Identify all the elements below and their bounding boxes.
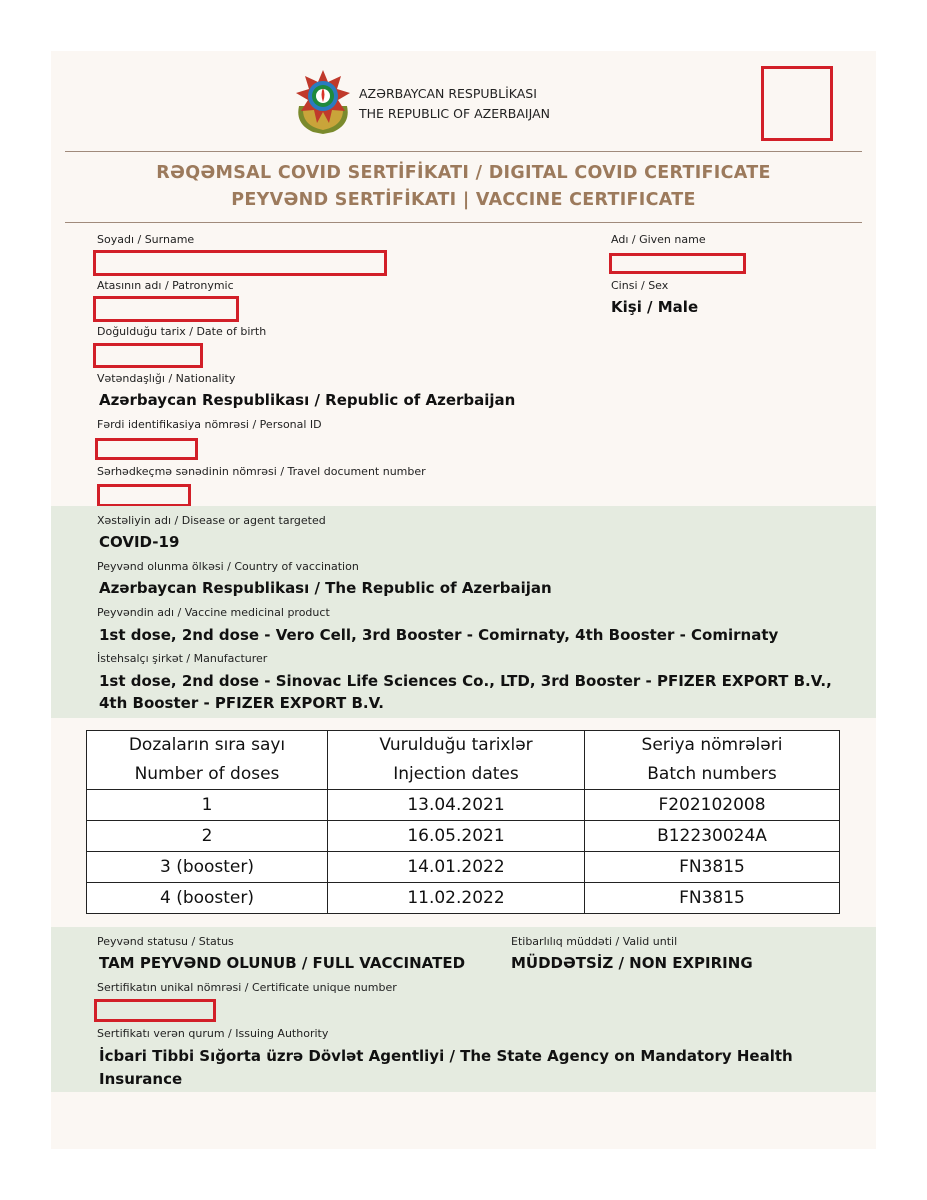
patronymic-label: Atasının adı / Patronymic: [97, 279, 234, 292]
title-line-2: PEYVƏND SERTİFİKATI | VACCINE CERTIFICATE: [231, 190, 696, 210]
country-name-en: THE REPUBLIC OF AZERBAIJAN: [359, 106, 550, 121]
country-name: [359, 84, 550, 124]
status-value: TAM PEYVƏND OLUNUB / FULL VACCINATED: [99, 954, 466, 972]
injection-date-cell: 11.02.2022: [328, 883, 585, 914]
patronymic-redaction: [93, 296, 239, 322]
dose-number-cell: 2: [87, 821, 328, 852]
certificate-title: [51, 160, 876, 214]
nationality-value: Azərbaycan Respublikası / Republic of Azerbaijan: [99, 391, 516, 409]
title-top-rule: [65, 151, 862, 152]
vaccine-product-value: 1st dose, 2nd dose - Vero Cell, 3rd Booster - Comirnaty, 4th Booster - Comirnaty: [99, 626, 779, 644]
status-label: Peyvənd statusu / Status: [97, 935, 234, 948]
dose-number-cell: 4 (booster): [87, 883, 328, 914]
dose-number-cell: 1: [87, 790, 328, 821]
batch-number-cell: FN3815: [585, 852, 840, 883]
table-row: [87, 790, 840, 821]
certificate-number-redaction: [94, 999, 216, 1022]
doses-table-header-row: [87, 731, 840, 790]
certificate-number-label: Sertifikatın unikal nömrəsi / Certificate unique number: [97, 981, 397, 994]
header-number-of-doses: [87, 731, 328, 790]
header-az: Seriya nömrələri: [641, 735, 783, 755]
azerbaijan-emblem-icon: [291, 66, 355, 136]
table-row: [87, 821, 840, 852]
table-row: [87, 852, 840, 883]
country-of-vaccination-value: Azərbaycan Respublikası / The Republic of Azerbaijan: [99, 579, 552, 597]
dob-redaction: [93, 343, 203, 368]
travel-doc-redaction: [97, 484, 191, 507]
issuing-authority-label: Sertifikatı verən qurum / Issuing Authority: [97, 1027, 329, 1040]
batch-number-cell: F202102008: [585, 790, 840, 821]
valid-until-value: MÜDDƏTSİZ / NON EXPIRING: [511, 954, 753, 972]
disease-value: COVID-19: [99, 533, 180, 551]
header-en: Batch numbers: [647, 764, 777, 784]
header-az: Dozaların sıra sayı: [128, 735, 286, 755]
manufacturer-value: 1st dose, 2nd dose - Sinovac Life Sciences Co., LTD, 3rd Booster - PFIZER EXPORT B.V., 4th Booster - PFIZER EXPORT B.V.: [99, 672, 832, 712]
dose-number-cell: 3 (booster): [87, 852, 328, 883]
batch-number-cell: FN3815: [585, 883, 840, 914]
travel-doc-label: Sərhədkeçmə sənədinin nömrəsi / Travel document number: [97, 465, 426, 478]
title-line-1: RƏQƏMSAL COVID SERTİFİKATI / DIGITAL COVID CERTIFICATE: [156, 163, 771, 183]
personal-id-redaction: [95, 438, 198, 460]
surname-redaction: [93, 250, 387, 276]
issuing-authority-value: İcbari Tibbi Sığorta üzrə Dövlət Agentliyi / The State Agency on Mandatory Health Insurance: [99, 1047, 793, 1088]
country-name-az: AZƏRBAYCAN RESPUBLİKASI: [359, 86, 537, 101]
disease-label: Xəstəliyin adı / Disease or agent targeted: [97, 514, 326, 527]
header-injection-dates: [328, 731, 585, 790]
title-bottom-rule: [65, 222, 862, 223]
header-batch-numbers: [585, 731, 840, 790]
certificate-page: [51, 51, 876, 1149]
table-row: [87, 883, 840, 914]
given-name-redaction: [609, 253, 746, 274]
injection-date-cell: 16.05.2021: [328, 821, 585, 852]
sex-value: Kişi / Male: [611, 298, 699, 316]
sex-label: Cinsi / Sex: [611, 279, 669, 292]
valid-until-label: Etibarlılıq müddəti / Valid until: [511, 935, 678, 948]
manufacturer-label: İstehsalçı şirkət / Manufacturer: [97, 652, 268, 665]
photo-redaction-box: [761, 66, 833, 141]
header-az: Vurulduğu tarixlər: [379, 735, 533, 755]
batch-number-cell: B12230024A: [585, 821, 840, 852]
dob-label: Doğulduğu tarix / Date of birth: [97, 325, 267, 338]
nationality-label: Vətəndaşlığı / Nationality: [97, 372, 236, 385]
given-name-label: Adı / Given name: [611, 233, 706, 246]
header-en: Number of doses: [134, 764, 280, 784]
header-en: Injection dates: [393, 764, 519, 784]
country-of-vaccination-label: Peyvənd olunma ölkəsi / Country of vaccination: [97, 560, 359, 573]
injection-date-cell: 14.01.2022: [328, 852, 585, 883]
surname-label: Soyadı / Surname: [97, 233, 195, 246]
doses-table: [86, 730, 840, 914]
vaccine-product-label: Peyvəndin adı / Vaccine medicinal product: [97, 606, 330, 619]
personal-id-label: Fərdi identifikasiya nömrəsi / Personal ID: [97, 418, 322, 431]
injection-date-cell: 13.04.2021: [328, 790, 585, 821]
